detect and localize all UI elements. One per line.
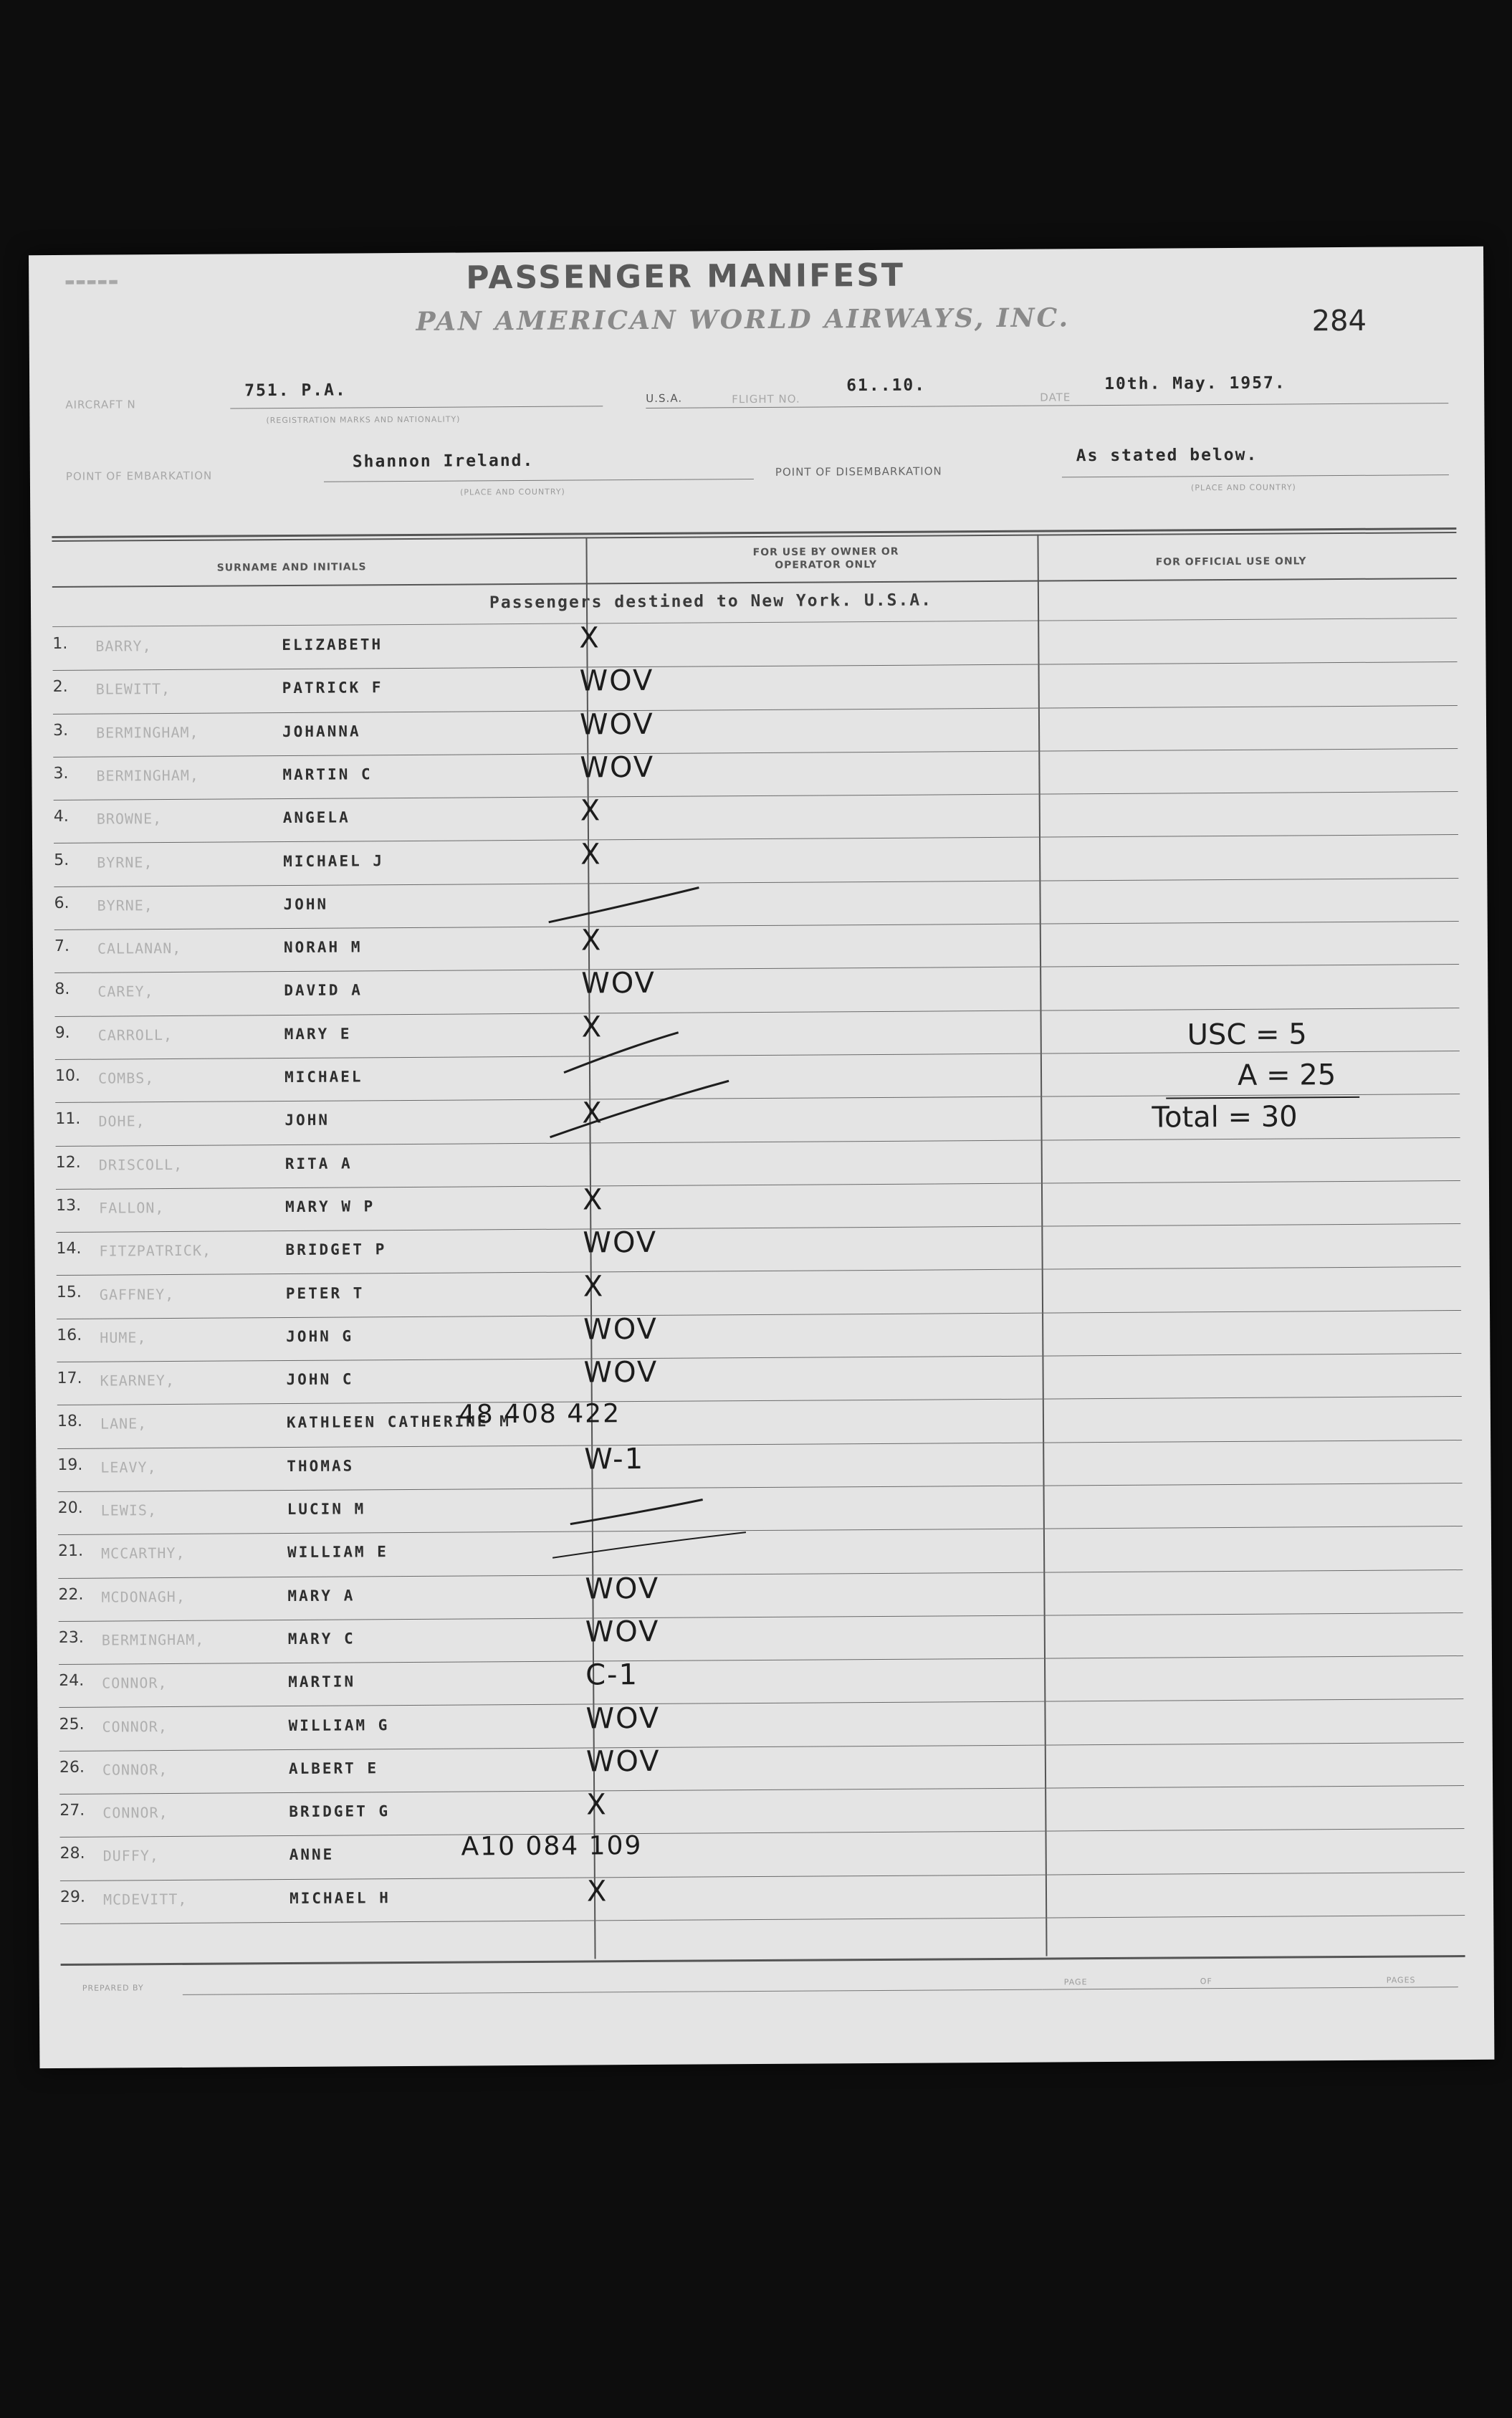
footer-of: OF [1200,1977,1212,1987]
passenger-given-names: MARY C [287,1630,355,1648]
operator-mark: WOV [583,1355,659,1390]
operator-mark: 48 408 422 [458,1399,621,1430]
operator-mark: X [586,1788,608,1822]
operator-mark: X [582,1096,603,1130]
aircraft-sublabel: (REGISTRATION MARKS AND NATIONALITY) [266,414,461,426]
aircraft-value: 751. P.A. [244,381,347,401]
passenger-given-names: JOHN C [286,1370,354,1389]
page-number: 284 [1311,304,1367,338]
passenger-surname: CONNOR, [102,1804,168,1822]
passenger-number: 8. [54,980,70,999]
embark-sublabel: (PLACE AND COUNTRY) [460,487,565,497]
passenger-surname: CONNOR, [102,1760,168,1779]
strike-4 [570,1499,703,1524]
passenger-given-names: RITA A [284,1155,353,1172]
passenger-number: 18. [57,1413,83,1431]
passenger-given-names: MICHAEL H [289,1888,391,1907]
operator-mark: WOV [583,1226,658,1260]
passenger-given-names: KATHLEEN CATHERINE M [286,1413,511,1432]
operator-mark: X [586,1874,608,1908]
passenger-surname: GAFFNEY, [99,1285,175,1304]
passenger-given-names: MARTIN [288,1673,356,1691]
top-left-stamp: ▬▬▬▬▬ [64,274,120,288]
strike-2 [564,1033,679,1073]
col-header-owner: FOR USE BY OWNER OR OPERATOR ONLY [752,545,899,571]
operator-mark: X [581,1010,603,1044]
passenger-surname: MCCARTHY, [101,1544,186,1562]
passenger-number: 11. [55,1110,81,1129]
passenger-number: 9. [54,1023,70,1042]
footer-page: PAGE [1063,1977,1088,1987]
embarkation-label: POINT OF EMBARKATION [65,469,213,483]
passenger-surname: BYRNE, [97,896,153,914]
passenger-given-names: DAVID A [284,981,363,1000]
passenger-number: 27. [59,1801,85,1820]
passenger-number: 21. [57,1542,84,1561]
passenger-number: 12. [55,1153,81,1172]
passenger-number: 10. [54,1066,81,1085]
passenger-number: 2. [52,678,68,697]
passenger-surname: CONNOR, [102,1717,168,1736]
tally-total: Total = 30 [1152,1100,1298,1134]
passenger-number: 6. [54,894,70,912]
passenger-number: 26. [59,1758,85,1777]
passenger-surname: HUME, [100,1329,147,1347]
passenger-given-names: ANNE [289,1846,335,1864]
passenger-given-names: WILLIAM G [288,1716,390,1734]
passenger-given-names: NORAH M [283,938,363,957]
airline-name: PAN AMERICAN WORLD AIRWAYS, INC. [416,302,1071,337]
passenger-surname: COMBS, [97,1069,155,1087]
strike-1 [548,888,699,922]
passenger-given-names: MARY E [284,1025,352,1043]
passenger-surname: BERMINGHAM, [96,766,199,785]
passenger-given-names: WILLIAM E [287,1543,388,1562]
operator-mark: W-1 [584,1442,645,1476]
passenger-number: 14. [56,1239,82,1258]
operator-mark: WOV [579,707,654,742]
operator-mark: X [580,794,602,828]
manifest-sheet [29,247,1494,2068]
passenger-surname: BERMINGHAM, [96,723,199,742]
passenger-given-names: ALBERT E [288,1759,379,1777]
col-header-official: FOR OFFICIAL USE ONLY [1155,555,1307,568]
passenger-surname: DRISCOLL, [98,1155,183,1174]
passenger-surname: LEAVY, [100,1458,157,1476]
registration-value: U.S.A. [646,391,683,405]
operator-mark: WOV [580,750,655,785]
passenger-number: 20. [57,1499,83,1517]
passenger-given-names: BRIDGET P [285,1241,387,1259]
passenger-surname: DOHE, [98,1112,145,1130]
aircraft-label: AIRCRAFT N [65,398,136,411]
passenger-surname: MCDONAGH, [101,1587,186,1606]
passenger-given-names: ELIZABETH [282,636,383,654]
passenger-given-names: BRIDGET G [289,1802,391,1821]
operator-mark: A10 084 109 [461,1831,643,1862]
passenger-surname: CONNOR, [102,1674,168,1692]
footer-pages: PAGES [1386,1975,1416,1985]
passenger-number: 7. [54,937,70,956]
flight-no-label: FLIGHT NO. [732,392,800,406]
section-heading: Passengers destined to New York. U.S.A. [489,591,933,613]
operator-mark: X [583,1269,605,1303]
disembarkation-value: As stated below. [1076,445,1258,466]
strike-3 [550,1081,729,1137]
passenger-number: 1. [52,634,68,654]
passenger-surname: FALLON, [99,1198,165,1217]
passenger-number: 3. [52,721,69,740]
passenger-number: 17. [57,1369,82,1388]
passenger-surname: BERMINGHAM, [101,1630,205,1649]
tally-usc: USC = 5 [1187,1018,1307,1052]
passenger-surname: MCDEVITT, [102,1890,188,1908]
date-label: DATE [1040,391,1071,404]
passenger-given-names: MICHAEL [284,1068,363,1086]
passenger-surname: LEWIS, [100,1501,158,1519]
passenger-surname: CAREY, [97,983,154,1001]
passenger-number: 23. [58,1628,84,1647]
passenger-given-names: PATRICK F [282,679,383,697]
disembark-sublabel: (PLACE AND COUNTRY) [1190,482,1296,493]
cross-out-strokes [29,247,1494,2068]
passenger-surname: CALLANAN, [97,940,182,957]
passenger-number: 29. [59,1888,86,1906]
col-header-name: SURNAME AND INITIALS [216,561,367,574]
passenger-given-names: MARY A [287,1587,355,1605]
passenger-number: 28. [59,1845,85,1863]
passenger-given-names: LUCIN M [287,1500,366,1519]
passenger-surname: KEARNEY, [100,1372,176,1390]
operator-mark: C-1 [585,1658,639,1692]
passenger-given-names: THOMAS [287,1457,355,1475]
passenger-given-names: PETER T [285,1284,365,1302]
operator-mark: X [579,621,601,655]
operator-mark: WOV [583,1312,659,1347]
operator-mark: WOV [585,1701,661,1735]
operator-mark: WOV [585,1615,660,1649]
passenger-number: 4. [53,808,69,826]
passenger-number: 24. [59,1671,85,1691]
passenger-surname: CARROLL, [97,1026,173,1044]
passenger-number: 5. [54,851,70,869]
passenger-given-names: JOHN [284,1111,330,1129]
date-value: 10th. May. 1957. [1104,373,1286,394]
passenger-surname: BROWNE, [96,810,163,828]
passenger-number: 19. [57,1456,83,1474]
passenger-number: 3. [53,764,69,783]
operator-mark: WOV [579,664,654,698]
passenger-number: 25. [59,1715,85,1734]
operator-mark: X [580,924,603,957]
operator-mark: WOV [581,967,656,1000]
passenger-given-names: MARTIN C [282,765,373,783]
passenger-surname: BARRY, [95,637,152,655]
passenger-number: 15. [56,1283,82,1301]
passenger-surname: BLEWITT, [95,680,171,698]
manifest-paper [29,247,1494,2068]
passenger-given-names: MICHAEL J [283,851,385,870]
passenger-given-names: JOHN G [286,1327,354,1345]
passenger-surname: DUFFY, [102,1847,159,1865]
passenger-number: 13. [56,1196,82,1215]
passenger-given-names: JOHN [283,895,329,913]
operator-mark: X [580,837,602,871]
form-title: PASSENGER MANIFEST [466,257,906,297]
footer-prepared-by: PREPARED BY [82,1983,144,1993]
passenger-given-names: MARY W P [285,1198,375,1215]
passenger-surname: LANE, [100,1415,148,1433]
passenger-surname: BYRNE, [97,853,153,871]
passenger-number: 16. [57,1326,82,1344]
disembarkation-label: POINT OF DISEMBARKATION [775,464,942,479]
passenger-number: 22. [58,1585,84,1604]
operator-mark: WOV [585,1744,661,1779]
tally-a: A = 25 [1237,1059,1336,1092]
passenger-given-names: JOHANNA [282,722,361,740]
strike-5 [552,1532,746,1558]
embarkation-value: Shannon Ireland. [352,451,535,472]
flight-no-value: 61..10. [846,376,927,396]
passenger-surname: FITZPATRICK, [99,1241,212,1260]
operator-mark: X [582,1183,604,1217]
passenger-given-names: ANGELA [282,808,350,827]
operator-mark: WOV [585,1572,660,1606]
